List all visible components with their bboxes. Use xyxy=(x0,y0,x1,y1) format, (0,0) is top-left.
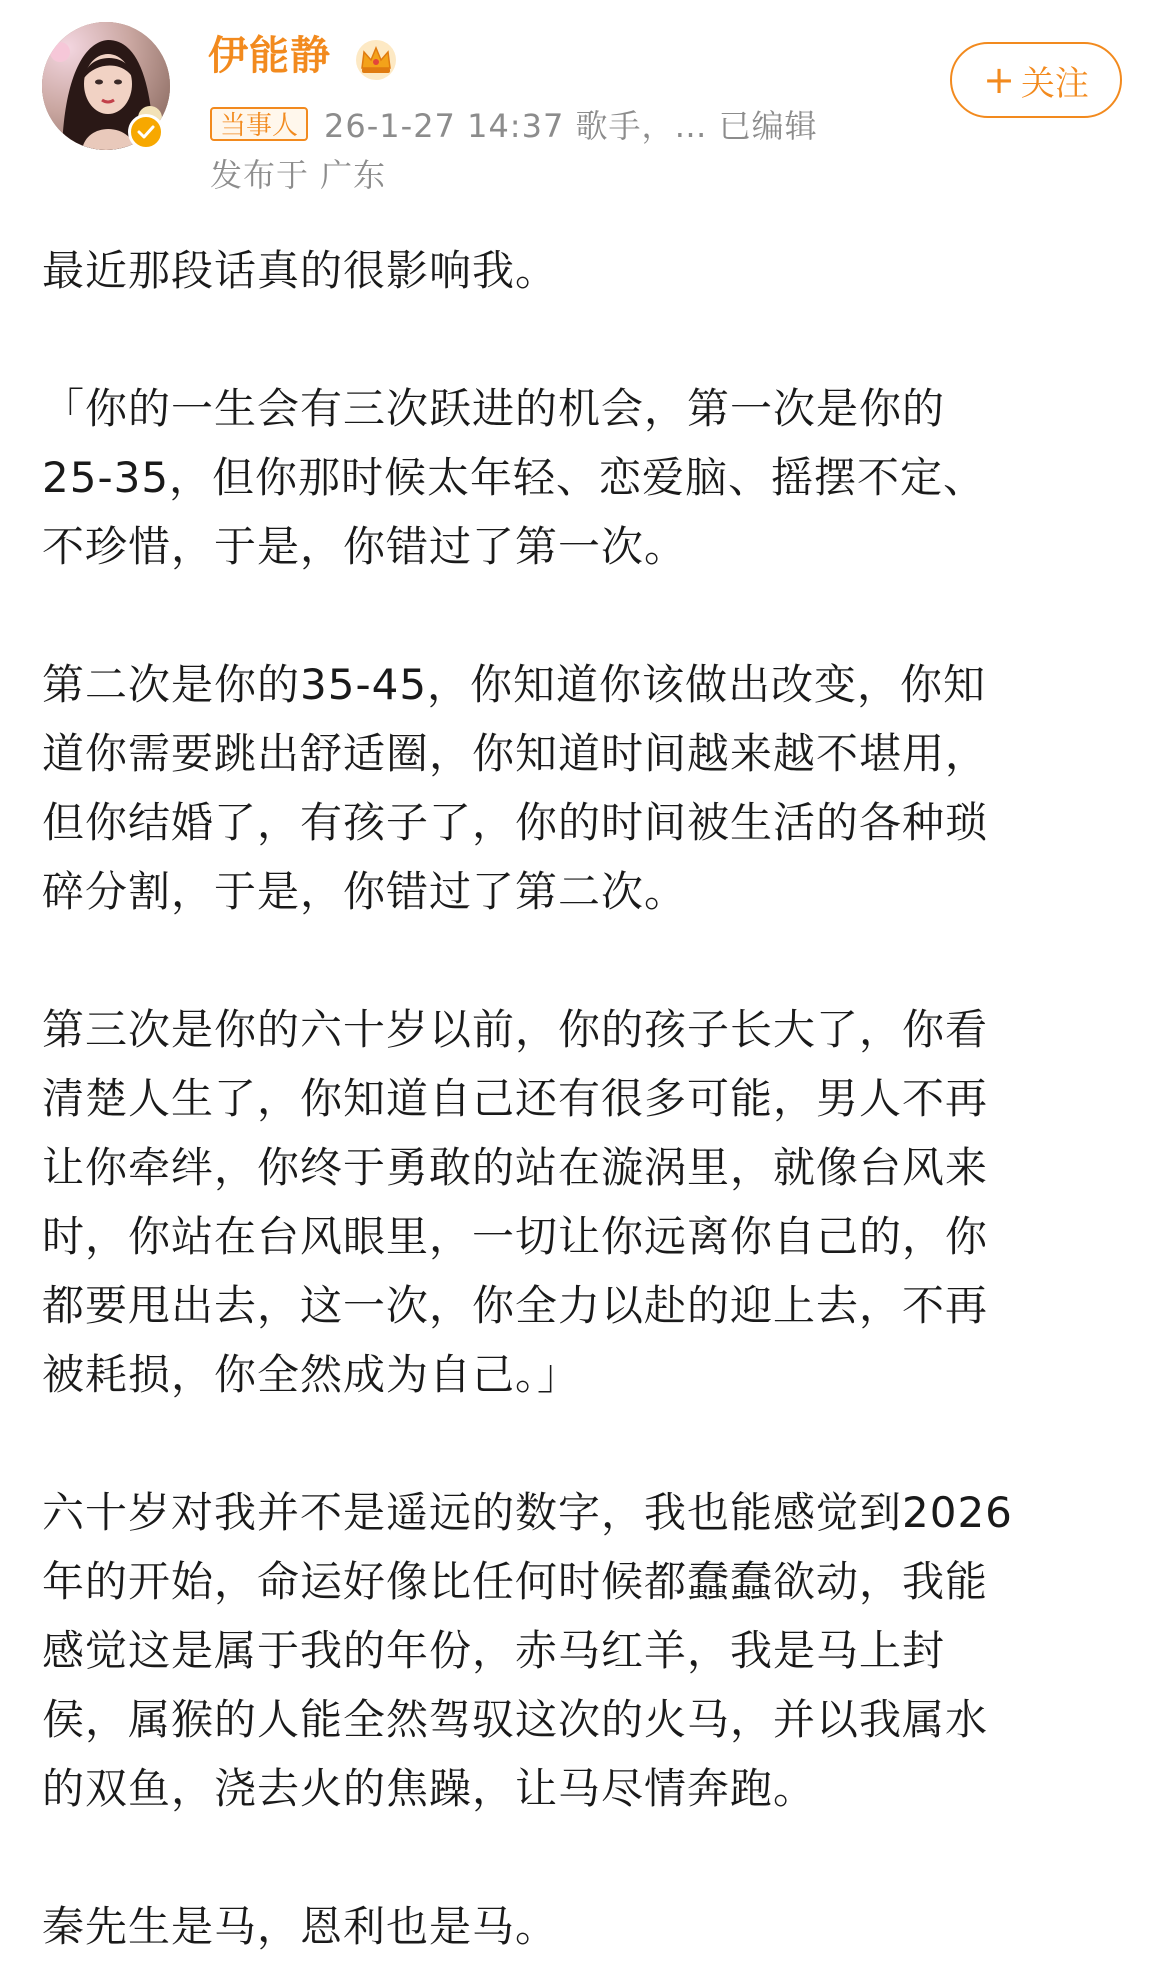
post-paragraph: 六十岁对我并不是遥远的数字，我也能感觉到2026 年的开始，命运好像比任何时候都蠢蠢欲动，我能 感觉这是属于我的年份，赤马红羊，我是马上封 侯，属猴的人能全然驾驭这次的火马，并以我属水 的双鱼，浇去火的焦躁，让马尽情奔跑。 xyxy=(42,1488,1013,1813)
post-body xyxy=(42,236,1132,1961)
verified-badge-icon xyxy=(128,114,164,150)
post-paragraph: 第三次是你的六十岁以前，你的孩子长大了，你看 清楚人生了，你知道自己还有很多可能，男人不再 让你牵绊，你终于勇敢的站在漩涡里，就像台风来 时，你站在台风眼里，一切让你远离你自己的，你 都要甩出去，这一次，你全力以赴的迎上去，不再 被耗损，你全然成为自己。」 xyxy=(42,1005,989,1399)
follow-button-label: 关注 xyxy=(1020,63,1089,104)
plus-icon: + xyxy=(983,58,1015,102)
crown-icon xyxy=(354,38,398,82)
follow-button[interactable] xyxy=(950,42,1122,118)
post-paragraph: 「你的一生会有三次跃进的机会，第一次是你的 25-35，但你那时候太年轻、恋爱脑、摇摆不定、 不珍惜，于是，你错过了第一次。 xyxy=(42,384,987,571)
post-paragraph: 最近那段话真的很影响我。 xyxy=(42,246,559,295)
post-meta xyxy=(210,104,818,144)
post-header xyxy=(0,0,1169,210)
post-location: 发布于 广东 xyxy=(210,156,387,194)
party-tag: 当事人 xyxy=(210,107,308,141)
post-paragraph: 第二次是你的35-45，你知道你该做出改变，你知 道你需要跳出舒适圈，你知道时间越来越不堪用， 但你结婚了，有孩子了，你的时间被生活的各种琐 碎分割，于是，你错过了第二次。 xyxy=(42,660,989,916)
author-name[interactable]: 伊能静 xyxy=(208,33,331,79)
post-paragraph: 秦先生是马，恩利也是马。 xyxy=(42,1902,559,1951)
post-meta-text: 26-1-27 14:37 歌手，… 已编辑 xyxy=(324,107,818,145)
